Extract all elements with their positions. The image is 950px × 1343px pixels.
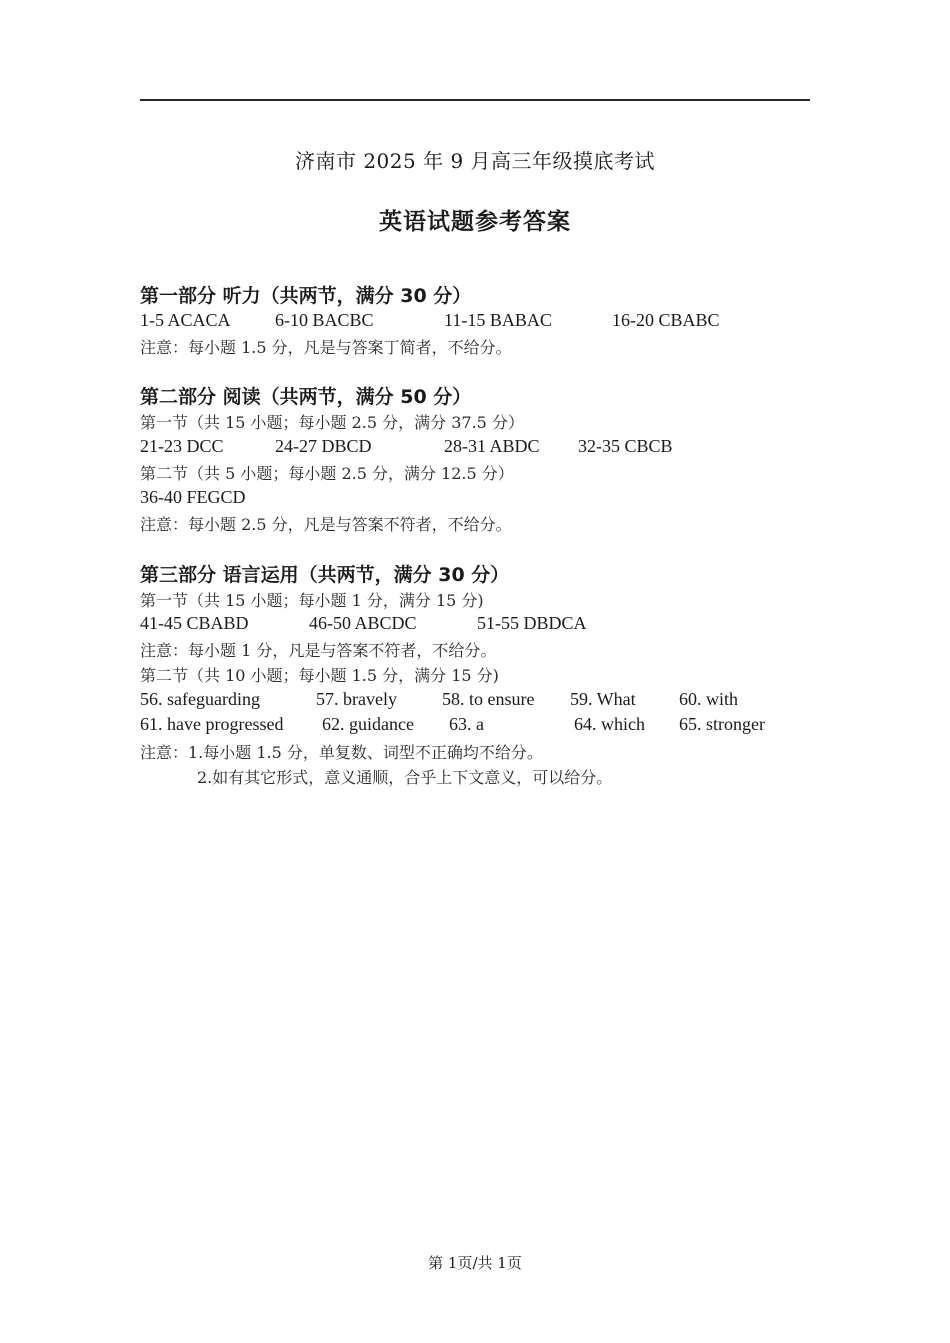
part3-note-2: 2.如有其它形式，意义通顺，合乎上下文意义，可以给分。 (197, 768, 613, 787)
part3-heading: 第三部分 语言运用（共两节，满分 30 分） (140, 564, 510, 586)
part2-heading: 第二部分 阅读（共两节，满分 50 分） (140, 386, 472, 408)
part2-section1-title: 第一节（共 15 小题；每小题 2.5 分，满分 37.5 分） (140, 413, 524, 432)
part2-note: 注意：每小题 2.5 分，凡是与答案不符者，不给分。 (140, 515, 512, 534)
part3-answer-1: 41-45 CBABD (140, 613, 249, 633)
part3-section1-title: 第一节（共 15 小题；每小题 1 分，满分 15 分) (140, 591, 484, 610)
part1-heading: 第一部分 听力（共两节，满分 30 分） (140, 285, 472, 307)
exam-title: 济南市 2025 年 9 月高三年级摸底考试 (294, 149, 656, 173)
fill-answer-59: 59. What (570, 689, 636, 709)
part2-answer-4: 32-35 CBCB (578, 436, 673, 456)
fill-answer-58: 58. to ensure (442, 689, 535, 709)
part2-section2-title: 第二节（共 5 小题；每小题 2.5 分，满分 12.5 分） (140, 464, 514, 483)
part1-note: 注意：每小题 1.5 分，凡是与答案丁简者，不给分。 (140, 338, 512, 357)
part2-answer-3: 28-31 ABDC (444, 436, 540, 456)
part1-answer-2: 6-10 BACBC (275, 310, 374, 330)
fill-answer-63: 63. a (449, 714, 484, 734)
fill-answer-64: 64. which (574, 714, 645, 734)
part2-answer-1: 21-23 DCC (140, 436, 224, 456)
part3-section2-title: 第二节（共 10 小题；每小题 1.5 分，满分 15 分) (140, 666, 499, 685)
part3-section1-note: 注意：每小题 1 分，凡是与答案不符者，不给分。 (140, 641, 497, 660)
part2-answer-2: 24-27 DBCD (275, 436, 372, 456)
answer-key-title: 英语试题参考答案 (379, 209, 571, 235)
part1-answer-3: 11-15 BABAC (444, 310, 552, 330)
part2-answer-5: 36-40 FEGCD (140, 487, 246, 507)
part1-answer-4: 16-20 CBABC (612, 310, 720, 330)
part3-note-1: 注意：1.每小题 1.5 分，单复数、词型不正确均不给分。 (140, 743, 543, 762)
part1-answer-1: 1-5 ACACA (140, 310, 231, 330)
fill-answer-65: 65. stronger (679, 714, 765, 734)
page-number: 第 1页/共 1页 (428, 1254, 522, 1272)
part3-answer-3: 51-55 DBDCA (477, 613, 587, 633)
fill-answer-56: 56. safeguarding (140, 689, 260, 709)
fill-answer-60: 60. with (679, 689, 739, 709)
part3-answer-2: 46-50 ABCDC (309, 613, 417, 633)
fill-answer-62: 62. guidance (322, 714, 414, 734)
fill-answer-57: 57. bravely (316, 689, 397, 709)
top-rule (140, 99, 810, 101)
fill-answer-61: 61. have progressed (140, 714, 284, 734)
